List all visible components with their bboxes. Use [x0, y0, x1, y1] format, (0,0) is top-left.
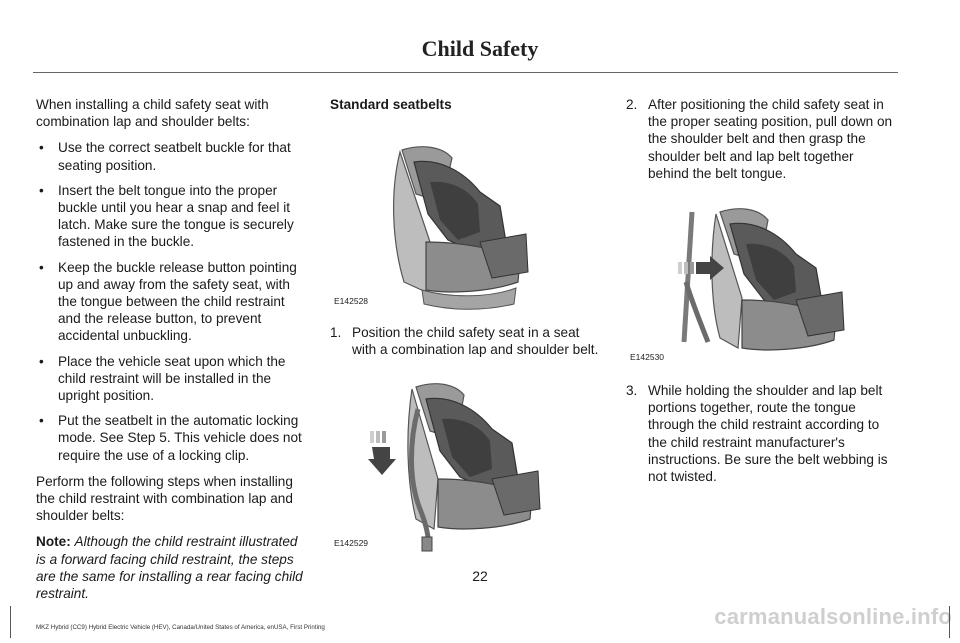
child-seat-illustration	[330, 122, 602, 312]
watermark: carmanualsonline.info	[714, 604, 952, 629]
step-number: 1.	[330, 325, 342, 341]
corner-mark-right	[949, 606, 950, 638]
child-seat-pull-belt-illustration	[330, 369, 602, 555]
figure-seat-2	[330, 369, 602, 555]
header-rule	[33, 72, 898, 73]
figure-code: E142528	[334, 296, 369, 306]
step-text: While holding the shoulder and lap belt portions together, route the tongue through the child restraint according to the child restraint manufacturer's instructions. Be sure the belt webbing is not twisted.	[648, 383, 888, 485]
note-text: Although the child restraint illustrated is a forward facing child restraint, the steps are the same for installing a rear facing child restraint.	[36, 534, 303, 602]
footer-text: MKZ Hybrid (CC9) Hybrid Electric Vehicle (HEV), Canada/United States of America, enUSA, First Printing	[36, 624, 325, 631]
down-arrow-icon	[368, 447, 396, 475]
step-text: Position the child safety seat in a seat with a combination lap and shoulder belt.	[352, 325, 599, 358]
step-3	[626, 382, 898, 485]
section-subheading: Standard seatbelts	[330, 97, 452, 112]
list-item: • Keep the buckle release button pointing up and away from the safety seat, with the tongue between the child restraint and the release button, to prevent accidental unbuckling.	[36, 259, 306, 345]
list-item: • Put the seatbelt in the automatic locking mode. See Step 5. This vehicle does not require the use of a locking clip.	[36, 412, 306, 464]
figure-code: E142530	[630, 351, 665, 362]
figure-seat-1	[330, 122, 602, 312]
column-middle	[330, 96, 602, 555]
list-item: • Place the vehicle seat upon which the child restraint will be installed in the upright position.	[36, 353, 306, 405]
step-1	[330, 324, 602, 358]
intro-paragraph: When installing a child safety seat with combination lap and shoulder belts:	[36, 97, 269, 130]
child-seat-grasp-belt-illustration	[626, 192, 898, 368]
step-2	[626, 96, 898, 182]
note-label: Note:	[36, 534, 71, 550]
corner-mark-left	[10, 606, 11, 638]
column-left	[36, 96, 306, 611]
column-right	[626, 96, 898, 495]
figure-seat-3	[626, 192, 898, 368]
perform-paragraph: Perform the following steps when installing the child restraint with combination lap and shoulder belts:	[36, 473, 293, 524]
page-number: 22	[472, 568, 488, 584]
page-title: Child Safety	[421, 36, 539, 61]
step-text: After positioning the child safety seat in the proper seating position, pull down on the shoulder belt and then grasp the shoulder belt and lap belt together behind the belt tongue.	[648, 97, 893, 181]
list-item: • Use the correct seatbelt buckle for that seating position.	[36, 139, 306, 173]
list-item: • Insert the belt tongue into the proper buckle until you hear a snap and feel it latch. Make sure the tongue is securely fastened in the buckle.	[36, 182, 306, 251]
step-number: 2.	[626, 97, 638, 112]
bullet-list	[36, 139, 306, 463]
step-number: 3.	[626, 383, 638, 399]
figure-code: E142529	[334, 538, 369, 549]
